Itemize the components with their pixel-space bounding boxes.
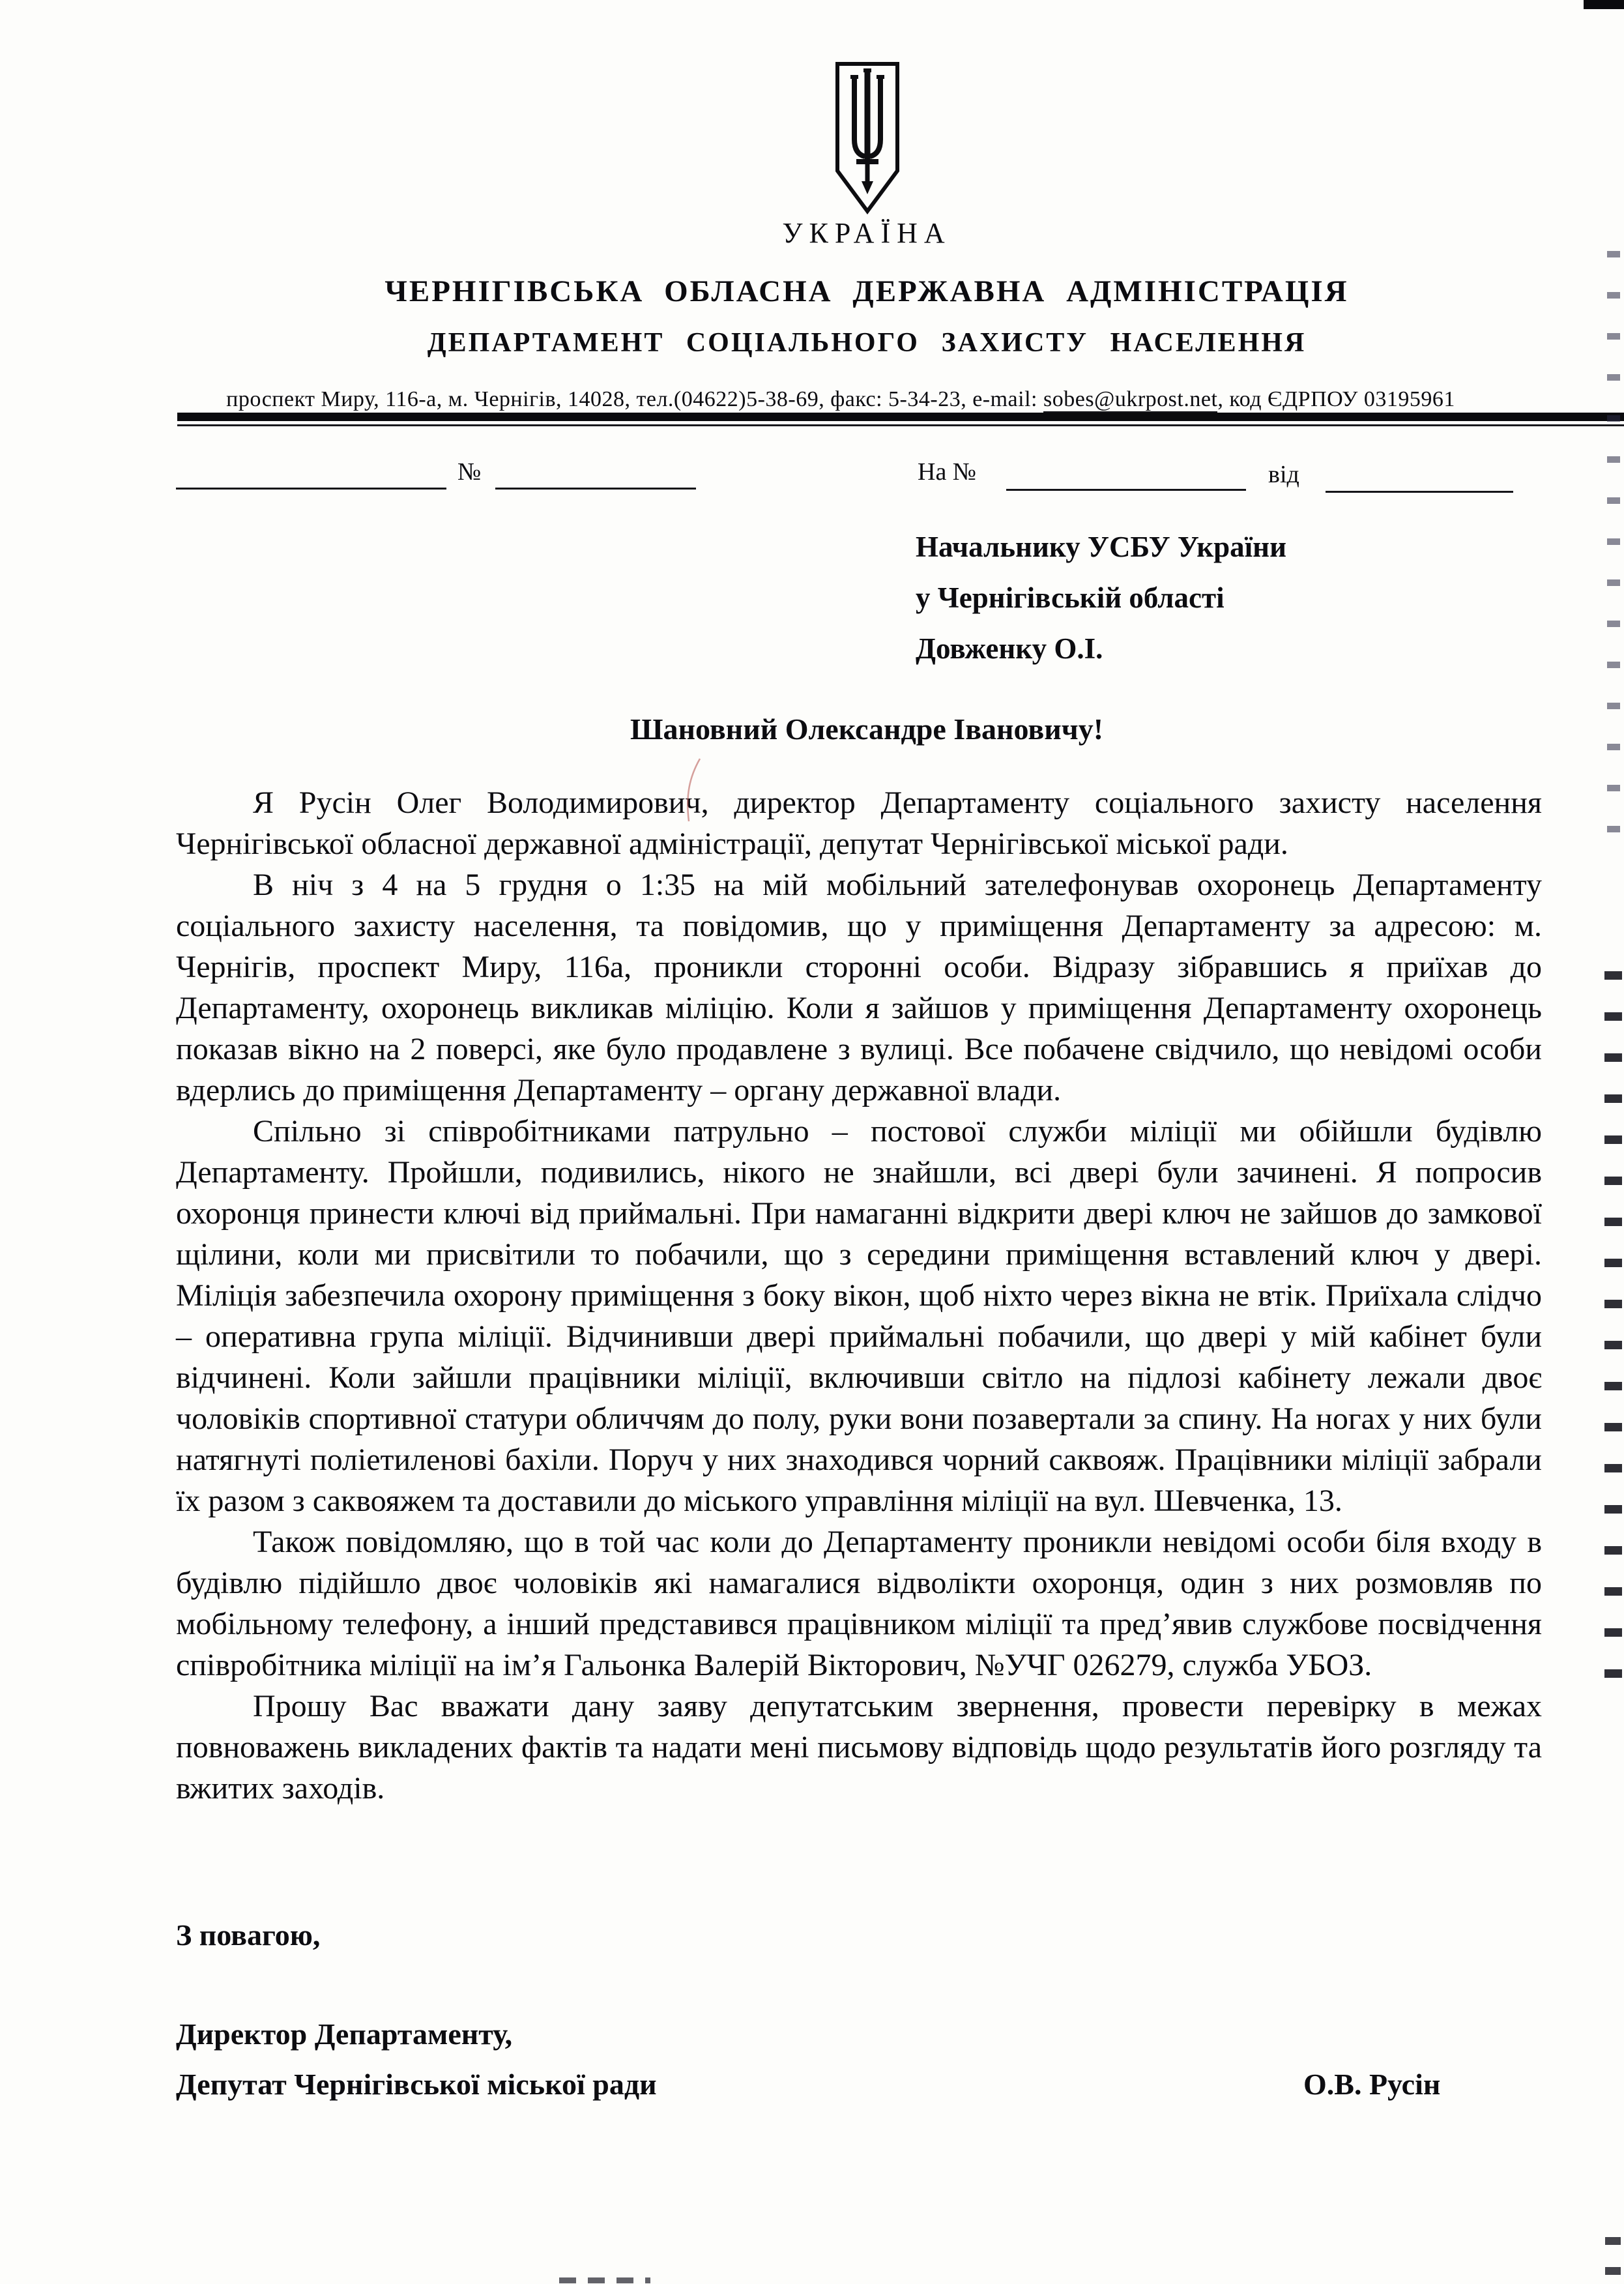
signer-name: О.В. Русін [1303, 2068, 1441, 2101]
scan-edge-artifacts-bottom [1605, 2237, 1621, 2284]
recipient-line: у Чернігівській області [916, 581, 1225, 614]
signature-block [176, 2009, 1558, 2109]
paragraph: Я Русін Олег Володимирович, директор Департаменту соціального захисту населення Чернігівської обласної державної адміністрації, депутат Чернігівської міської ради. [176, 785, 1542, 861]
incoming-date-blank [1326, 491, 1513, 493]
header-rule-thick [177, 413, 1624, 421]
outgoing-number-blank [495, 488, 696, 490]
department-name: ДЕПАРТАМЕНТ СОЦІАЛЬНОГО ЗАХИСТУ НАСЕЛЕННЯ [427, 328, 1307, 358]
incoming-number-blank [1006, 489, 1246, 491]
header-rule-thin [177, 424, 1624, 426]
closing: З повагою, [176, 1918, 321, 1952]
scan-bottom-artifact [559, 2277, 650, 2283]
recipient-block [916, 521, 1502, 674]
scan-corner-artifact [1584, 0, 1624, 9]
country-title: УКРАЇНА [782, 217, 951, 249]
scan-edge-artifacts-lower [1604, 971, 1622, 1701]
paragraph: Також повідомляю, що в той час коли до Департаменту проникли невідомі особи біля входу в будівлю підійшло двоє чоловіків які намагалися відволікти охоронця, один з них розмовляв по мобільному телефону, а інший представився працівником міліції та пред’явив службове посвідчення співробітника міліції на ім’я Гальонка Валерій Вікторович, №УЧГ 026279, служба УБОЗ. [176, 1525, 1542, 1682]
red-pen-stroke-artifact [683, 757, 705, 823]
organization-name: ЧЕРНІГІВСЬКА ОБЛАСНА ДЕРЖАВНА АДМІНІСТРАЦІЯ [384, 274, 1349, 308]
contact-line [98, 387, 1584, 412]
contact-after-email: , код ЄДРПОУ 03195961 [1217, 387, 1455, 411]
incoming-number-label: На № [918, 458, 977, 486]
outgoing-date-blank [176, 488, 446, 490]
ukraine-trident-emblem [833, 60, 902, 216]
salutation: Шановний Олександре Івановичу! [630, 712, 1104, 746]
signer-title-line2-row [176, 2059, 1558, 2109]
signer-title-line2: Депутат Чернігівської міської ради [176, 2068, 657, 2101]
signer-title-line1: Директор Департаменту, [176, 2017, 513, 2051]
paragraph: В ніч з 4 на 5 грудня о 1:35 на мій мобільний зателефонував охоронець Департаменту соціального захисту населення, та повідомив, що у приміщення Департаменту за адресою: м. Чернігів, проспект Миру, 116а, проникли сторонні особи. Відразу зібравшись я приїхав до Департаменту, охоронець викликав міліцію. Коли я зайшов у приміщення Департаменту охоронець показав вікно на 2 поверсі, яке було продавлене з вулиці. Все побачене свідчило, що невідомі особи вдерлись до приміщення Департаменту – органу державної влади. [176, 868, 1542, 1107]
contact-before-email: проспект Миру, 116-а, м. Чернігів, 14028, тел.(04622)5-38-69, факс: 5-34-23, e-mail: [226, 387, 1043, 411]
recipient-line: Довженку О.І. [916, 632, 1103, 665]
paragraph: Спільно зі співробітниками патрульно – постової служби міліції ми обійшли будівлю Департаменту. Пройшли, подивились, нікого не знайшли, всі двері були зачинені. Я попросив охоронця принести ключі від приймальні. При намаганні відкрити двері ключ не зайшов до замкової щілини, коли ми присвітили то побачили, що з середини приміщення вставлений ключ у двері. Міліція забезпечила охорону приміщення з боку вікон, щоб ніхто через вікна не втік. Приїхала слідчо – оперативна група міліції. Відчинивши двері приймальні побачили, що двері у мій кабінет були відчинені. Коли зайшли працівники міліції, включивши світло на підлозі кабінету лежали двоє чоловіків спортивної статури обличчям до полу, руки вони позавертали за спину. На ногах у них були натягнуті поліетиленові бахіли. Поруч у них знаходився чорний саквояж. Працівники міліції забрали їх разом з саквояжем та доставили до міського управління міліції на вул. Шевченка, 13. [176, 1114, 1542, 1518]
scan-edge-artifacts-upper [1607, 251, 1620, 867]
recipient-line: Начальнику УСБУ України [916, 531, 1287, 563]
paragraph: Прошу Вас вважати дану заяву депутатським звернення, провести перевірку в межах повноважень викладених фактів та надати мені письмову відповідь щодо результатів його розгляду та вжитих заходів. [176, 1689, 1542, 1806]
letter-body [176, 782, 1542, 1809]
incoming-date-label: від [1268, 461, 1299, 488]
contact-email: sobes@ukrpost.net [1043, 387, 1218, 411]
outgoing-number-label: № [457, 458, 482, 486]
